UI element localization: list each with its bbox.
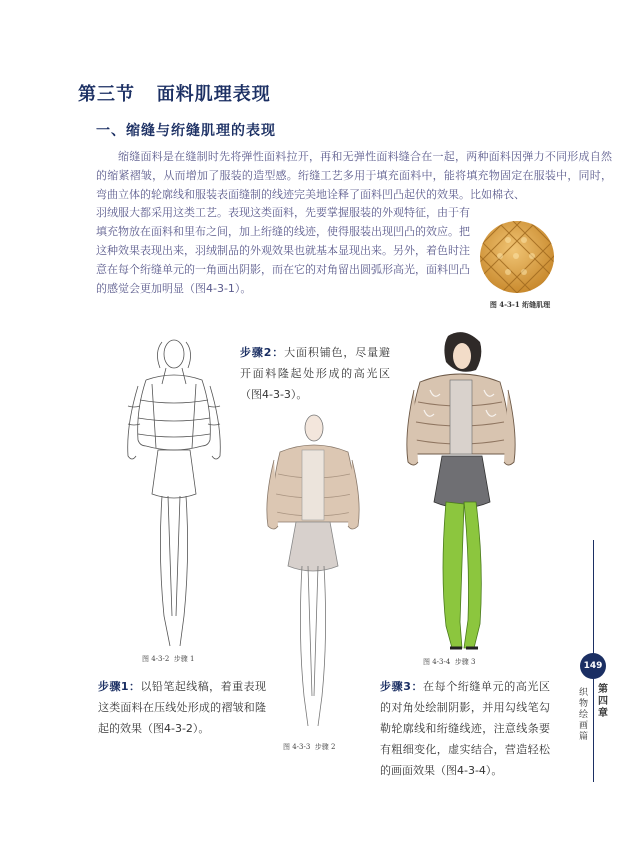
figure-caption-4-3-1: 图 4-3-1 绗缝肌理 [489,300,551,309]
figure-caption-4-3-3: 图 4-3-3 步骤 2 [283,743,336,751]
step1-label: 步骤1： [98,680,141,693]
figure-caption-4-3-4: 图 4-3-4 步骤 3 [423,658,476,666]
step2-body: 大面积铺色，尽量避开面料隆起处形成的高光区（图4-3-3）。 [240,346,391,401]
body-paragraph [96,148,612,298]
fashion-sketch-step1 [118,326,228,654]
fashion-sketch-step3 [400,330,522,654]
chapter-subtitle: 织物绘画篇 [579,688,589,742]
step3-text [380,676,550,781]
section-title: 第三节 面料肌理表现 [78,84,271,105]
step2-label: 步骤2： [240,346,285,359]
page-number-badge: 149 [580,653,606,679]
quilted-swatch-image [478,218,556,296]
body-paragraph-line1: 缩缝面料是在缝制时先将弹性面料拉开，再和无弹性面料缝合在一起，两种面料因弹力不同形成自然的缩紧褶皱，从而增加了服装的造型感。绗缝工艺多用于填充面料中，能将填充物固定在服装中，同时，弯曲立体的轮廓线和服装表面缝制的线迹完美地诠释了面料凹凸起伏的效果。比如棉衣、 [96,150,612,201]
step3-label: 步骤3： [380,680,424,693]
figure-caption-4-3-2: 图 4-3-2 步骤 1 [142,655,195,663]
subsection-title: 一、缩缝与绗缝肌理的表现 [96,123,276,139]
step3-body: 在每个绗缝单元的高光区的对角处绘制阴影，并用勾线笔勾勒轮廓线和绗缝线迹，注意线条要有粗细变化，虚实结合，营造轻松的画面效果（图4-3-4）。 [380,680,551,777]
body-paragraph-line2: 羽绒服大都采用这类工艺。表现这类面料，先要掌握服装的外观特征，由于有填充物放在面料和里布之间，加上绗缝的线迹，使得服装出现凹凸的效应。把这种效果表现出来，羽绒制品的外观效果也就基本显现出来。另外，着色时注意在每个绗缝单元的一角画出阴影，而在它的对角留出圆弧形高光，面料凹凸的感觉会更加明显（图4-3-1）。 [96,206,470,295]
step1-text [98,676,266,739]
chapter-label: 第四章 [598,684,608,719]
step1-body: 以铅笔起线稿，着重表现这类面料在压线处形成的褶皱和隆起的效果（图4-3-2）。 [98,680,266,735]
step2-text [240,342,390,405]
fashion-sketch-step2 [258,404,368,736]
